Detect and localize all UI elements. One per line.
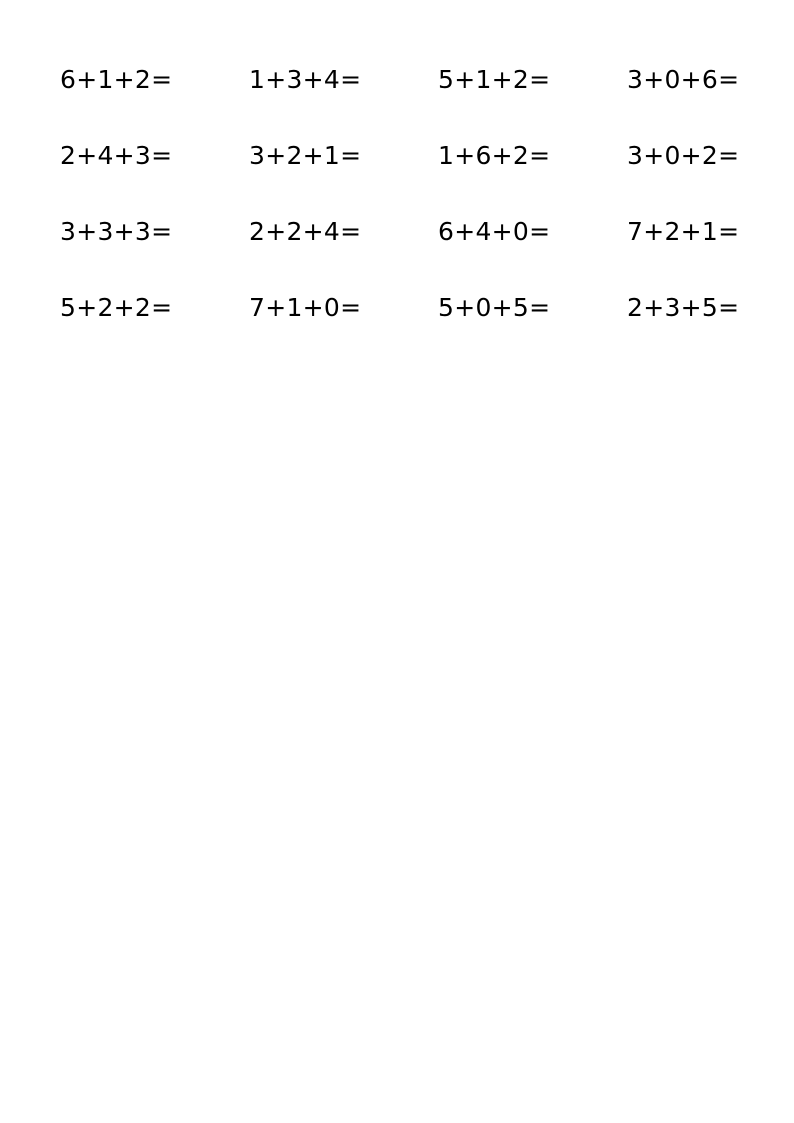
math-problem: 5+1+2= bbox=[438, 65, 551, 94]
math-problem: 1+6+2= bbox=[438, 141, 551, 170]
math-worksheet bbox=[60, 62, 760, 366]
math-problem: 2+2+4= bbox=[249, 217, 362, 246]
problem-row bbox=[60, 62, 760, 138]
math-problem: 6+1+2= bbox=[60, 65, 173, 94]
math-problem: 7+1+0= bbox=[249, 293, 362, 322]
math-problem: 2+4+3= bbox=[60, 141, 173, 170]
math-problem: 2+3+5= bbox=[627, 293, 740, 322]
math-problem: 3+3+3= bbox=[60, 217, 173, 246]
math-problem: 3+0+2= bbox=[627, 141, 740, 170]
math-problem: 3+2+1= bbox=[249, 141, 362, 170]
math-problem: 6+4+0= bbox=[438, 217, 551, 246]
problem-row bbox=[60, 214, 760, 290]
math-problem: 1+3+4= bbox=[249, 65, 362, 94]
math-problem: 5+0+5= bbox=[438, 293, 551, 322]
problem-row bbox=[60, 290, 760, 366]
math-problem: 5+2+2= bbox=[60, 293, 173, 322]
problem-row bbox=[60, 138, 760, 214]
math-problem: 7+2+1= bbox=[627, 217, 740, 246]
math-problem: 3+0+6= bbox=[627, 65, 740, 94]
